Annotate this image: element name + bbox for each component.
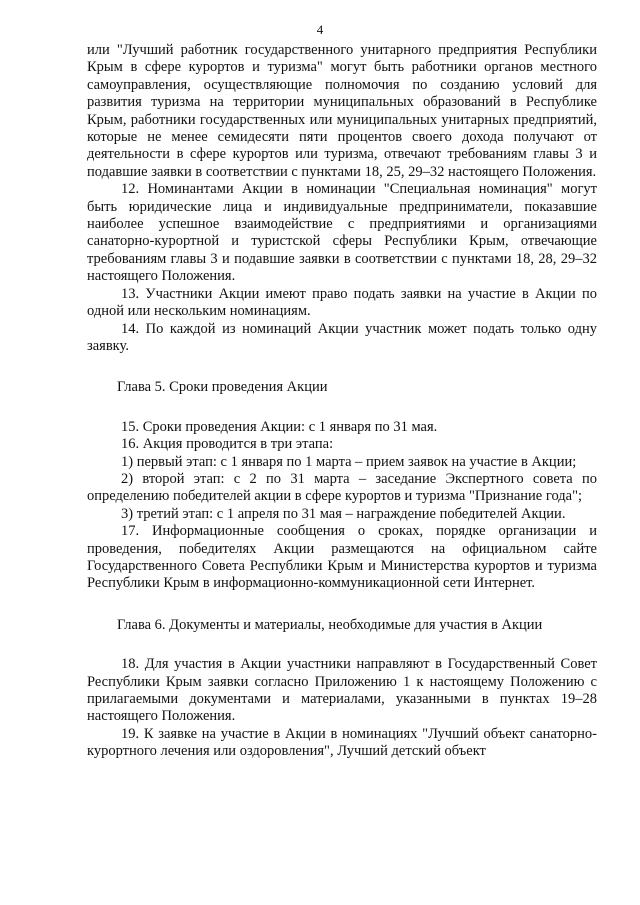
paragraph-19: 19. К заявке на участие в Акции в номинациях "Лучший объект санаторно-курортного лечения или оздоровления", Лучший детский объект [87,725,597,760]
paragraph-18: 18. Для участия в Акции участники направляют в Государственный Совет Республики Крым заявки согласно Приложению 1 к настоящему Положению с прилагаемыми документами и материалами, указанными в пунктах 19–28 настоящего Положения. [87,656,597,725]
chapter-6-heading: Глава 6. Документы и материалы, необходимые для участия в Акции [117,616,543,633]
paragraph-14: 14. По каждой из номинаций Акции участник может подать только одну заявку. [87,320,597,354]
paragraph-12: 12. Номинантами Акции в номинации "Специальная номинация" могут быть юридические лица и индивидуальные предприниматели, показавшие наиболее успешное взаимодействие с предприятиями и организациями санаторно-курортной и туристской сферы Республики Крым, отвечающие требованиям главы 3 и подавшие заявки в соответствии с пунктами 18, 28, 29–32 настоящего Положения. [87,181,597,285]
paragraph-16-item-1: 1) первый этап: с 1 января по 1 марта – прием заявок на участие в Акции; [121,453,577,470]
paragraph-16-item-2: 2) второй этап: с 2 по 31 марта – заседание Экспертного совета по определению победителей акции в сфере курортов и туризма "Признание года"; [87,470,597,505]
paragraph-16: 16. Акция проводится в три этапа: [121,436,334,453]
paragraph-13: 13. Участники Акции имеют право подать заявки на участие в Акции по одной или нескольким номинациям. [87,285,597,320]
chapter-5-heading: Глава 5. Сроки проведения Акции [117,379,328,396]
page-number: 4 [316,22,324,37]
paragraph-11-continuation: или "Лучший работник государственного унитарного предприятия Республики Крым в сфере курортов и туризма" могут быть работники органов местного самоуправления, осуществляющие полномочия по созданию условий для развития туризма на территории муниципальных образований в Республике Крым, работники государственных или муниципальных унитарных предприятий, которые не менее семидесяти пяти процентов своего дохода получают от деятельности в сфере курортов или туризма, отвечают требованиям главы 3 и подавшие заявки в соответствии с пунктами 18, 25, 29–32 настоящего Положения. [87,42,597,180]
document-body [87,42,597,761]
paragraph-17: 17. Информационные сообщения о сроках, порядке организации и проведения, победителях Акции размещаются на официальном сайте Государственного Совета Республики Крым и Министерства курортов и туризма Республики Крым в информационно-коммуникационной сети Интернет. [87,523,597,592]
paragraph-16-item-3: 3) третий этап: с 1 апреля по 31 мая – награждение победителей Акции. [121,505,566,522]
paragraph-15: 15. Сроки проведения Акции: с 1 января по 31 мая. [121,418,438,435]
